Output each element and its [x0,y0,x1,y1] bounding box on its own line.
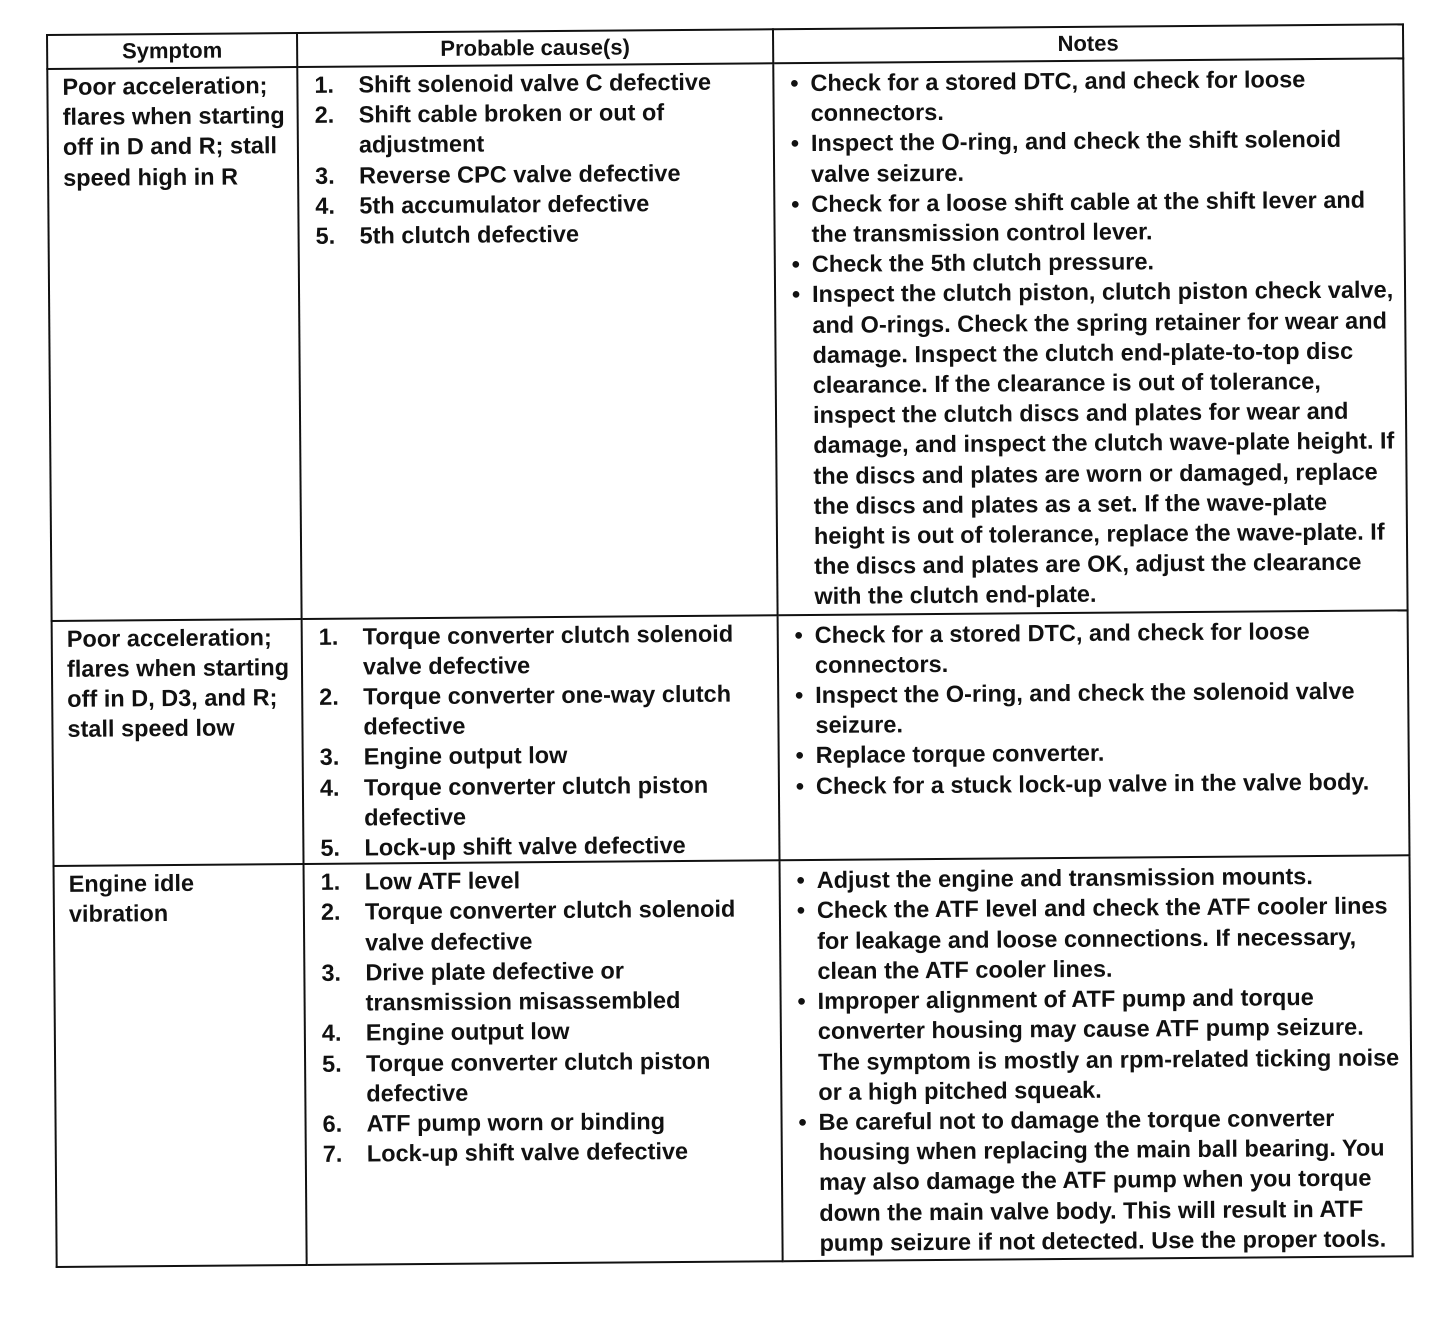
note-text: Inspect the O-ring, and check the solenoid valve seizure. [815,677,1355,739]
notes-list [774,59,1406,614]
probable-causes-cell [304,861,783,1265]
cause-number: 4. [321,1020,342,1047]
cause-text: Torque converter clutch solenoid valve defective [364,896,736,956]
note-item [775,184,1393,249]
bullet-icon: • [794,621,803,648]
cause-text: Engine output low [365,1018,570,1046]
symptom-cell [47,67,301,621]
header-probable-causes: Probable cause(s) [297,29,773,67]
header-notes: Notes [773,24,1403,63]
symptom-text: Poor acceleration; flares when starting off in D, D3, and R; stall speed low [66,623,290,743]
notes-cell [780,856,1413,1262]
cause-text: ATF pump worn or binding [366,1108,666,1137]
cause-item [299,157,763,191]
symptom-text: Engine idle vibration [68,870,195,928]
note-text: Check for a stored DTC, and check for loose connectors. [810,66,1306,127]
cause-item [304,739,768,773]
cause-number: 6. [322,1110,343,1137]
cause-text: Shift solenoid valve C defective [358,68,712,98]
note-item [781,891,1400,986]
cause-item [306,1045,770,1109]
cause-number: 1. [314,71,335,98]
note-item [779,615,1397,680]
cause-text: Shift cable broken or out of adjustment [358,99,665,158]
cause-number: 3. [315,162,335,189]
cause-text: Drive plate defective or transmission misassembled [365,957,681,1016]
bullet-icon: • [790,130,800,157]
cause-number: 7. [322,1140,343,1167]
cause-number: 1. [320,868,341,896]
cause-number: 5. [321,1050,342,1077]
cause-item [299,217,763,251]
cause-number: 2. [314,101,335,129]
bullet-icon: • [790,70,799,97]
symptom-text: Poor acceleration; flares when starting off in D and R; stall speed high in R [62,72,285,191]
cause-number: 3. [319,744,340,771]
cause-item [303,678,767,742]
cause-text: Low ATF level [364,867,521,895]
cause-number: 4. [315,192,336,219]
troubleshooting-table [46,23,1414,1268]
cause-text: Lock-up shift valve defective [364,832,686,861]
note-text: Check the ATF level and check the ATF cooler lines for leakage and loose connections. If necessary, clean the ATF cooler lines. [816,892,1388,984]
cause-item [306,1105,770,1139]
bullet-icon: • [797,988,806,1015]
cause-item [299,97,763,161]
cause-text: 5th accumulator defective [359,190,650,219]
table-row [52,610,1410,866]
cause-list [305,862,781,1170]
cause-text: Torque converter clutch piston defective [365,1047,711,1107]
cause-item [305,894,769,958]
cause-text: Engine output low [363,742,568,770]
note-text: Check for a loose shift cable at the shift lever and the transmission control lever. [811,186,1366,248]
bullet-icon: • [791,190,800,217]
cause-number: 2. [320,899,341,926]
note-item [776,275,1397,612]
note-item [779,675,1397,740]
symptom-cell [54,864,307,1267]
note-text: Check for a stuck lock-up valve in the valve body. [815,768,1370,799]
notes-list [779,611,1408,803]
note-text: Be careful not to damage the torque converter housing when replacing the main ball bearing. You may also damage the ATF pump when you torque down the main valve body. This will result in ATF pump seizure if not detected. Use the proper tools. [818,1104,1387,1256]
note-item [780,766,1398,801]
note-text: Inspect the clutch piston, clutch piston check valve, and O-rings. Check the spring retainer for wear and damage. Inspect the clutch end-plate-to-top disc clearance. If the clearance is out of tolerance, inspect the clutch discs and plates for wear and damage, and inspect the clutch wave-plate height. If the discs and plates are worn or damaged, replace the discs and plates as a set. If the wave-plate height is out of tolerance, replace the wave-plate. If the discs and plates are OK, adjust the clearance with the clutch end-plate. [811,276,1395,610]
bullet-icon: • [791,281,801,308]
notes-list [781,857,1412,1261]
table-row [47,58,1407,620]
note-text: Improper alignment of ATF pump and torque converter housing may cause ATF pump seizure. The symptom is mostly an rpm-related ticking noise or a high pitched squeak. [817,984,1400,1105]
bullet-icon: • [796,897,806,924]
cause-text: 5th clutch defective [359,220,580,249]
probable-causes-cell [297,63,777,618]
bullet-icon: • [796,867,805,894]
note-text: Adjust the engine and transmission mounts. [816,863,1313,894]
note-item [782,1102,1401,1258]
cause-text: Lock-up shift valve defective [366,1138,689,1167]
note-item [781,861,1399,896]
cause-item [307,1135,771,1169]
notes-cell [778,610,1410,861]
note-item [782,981,1401,1107]
cause-item [306,1015,770,1049]
cause-list [303,616,779,863]
cause-item [305,954,769,1018]
cause-number: 5. [315,222,336,249]
note-text: Check the 5th clutch pressure. [811,248,1155,278]
cause-number: 2. [319,683,339,710]
cause-item [305,864,769,898]
notes-cell [773,58,1407,615]
note-text: Replace torque converter. [815,740,1105,769]
cause-text: Torque converter one-way clutch defective [363,680,732,740]
cause-number: 3. [321,959,342,986]
cause-item [304,769,768,833]
cause-number: 5. [320,834,341,861]
header-symptom: Symptom [47,33,297,69]
table-row [54,856,1413,1267]
symptom-cell [52,619,304,867]
bullet-icon: • [791,251,801,278]
cause-number: 4. [319,774,340,801]
probable-causes-cell [302,615,780,864]
bullet-icon: • [798,1108,807,1136]
cause-item [299,187,763,221]
table-body [47,58,1412,1267]
note-item [774,63,1392,128]
cause-list [298,64,773,251]
cause-item [304,829,768,863]
cause-text: Torque converter clutch solenoid valve defective [362,620,734,680]
bullet-icon: • [795,742,804,769]
bullet-icon: • [795,772,805,799]
note-text: Check for a stored DTC, and check for loose connectors. [814,617,1310,678]
note-item [780,736,1398,771]
cause-number: 1. [318,623,339,650]
cause-item [303,618,767,682]
note-item [775,124,1393,189]
bullet-icon: • [794,682,804,709]
cause-text: Torque converter clutch piston defective [363,771,709,831]
cause-item [298,66,762,100]
cause-text: Reverse CPC valve defective [359,159,681,189]
note-text: Inspect the O-ring, and check the shift solenoid valve seizure. [810,126,1342,187]
note-item [776,245,1394,280]
